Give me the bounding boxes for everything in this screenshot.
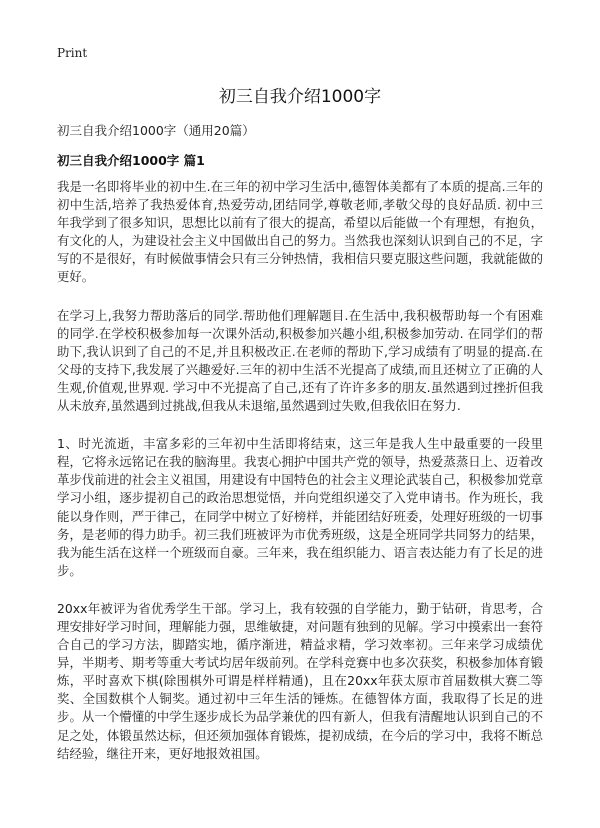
print-link[interactable]: Print: [57, 46, 88, 60]
document-subtitle: 初三自我介绍1000字（通用20篇）: [57, 123, 255, 138]
paragraph: 20xx年被评为省优秀学生干部。学习上，我有较强的自学能力，勤于钻研，肯思考，合理安排好学习时间，理解能力强，思维敏捷，对问题有独到的见解。学习中摸索出一套符合自己的学习方法，脚踏实地，循序渐进，精益求精，学习效率初。三年来学习成绩优异，半期考、期考等重大考试均居年级前列。在学科竞赛中也多次获奖，积极参加体育锻炼，平时喜欢下棋(除围棋外可谓是样样精通)，且在20xx年获太原市首届数棋大赛二等奖、全国数棋个人铜奖。通过初中三年生活的锤炼。在德智体方面，我取得了长足的进步。从一个懵懂的中学生逐步成长为品学兼优的四有新人，但我有清醒地认识到自己的不足之处，体锻虽然达标，但还须加强体育锻炼，提初成绩，在今后的学习中，我将不断总结经验，继往开来，更好地报效祖国。: [57, 600, 543, 761]
document-body: [57, 178, 543, 783]
paragraph: 1、时光流逝，丰富多彩的三年初中生活即将结束，这三年是我人生中最重要的一段里程，它将永远铭记在我的脑海里。我衷心拥护中国共产党的领导，热爱蒸蒸日上、迈着改革步伐前进的社会主义祖国，用建设有中国特色的社会主义理论武装自己，积极参加党章学习小组，逐步提初自己的政治思想觉悟，并向党组织递交了入党申请书。作为班长，我能以身作则，严于律己，在同学中树立了好榜样，并能团结好班委，处理好班级的一切事务，是老师的得力助手。初三我们班被评为市优秀班级，这是全班同学共同努力的结果，我为能生活在这样一个班级而自豪。三年来，我在组织能力、语言表达能力有了长足的进步。: [57, 436, 543, 578]
paragraph: 在学习上,我努力帮助落后的同学.帮助他们理解题目.在生活中,我积极帮助每一个有困难的同学.在学校积极参加每一次课外活动,积极参加兴趣小组,积极参加劳动. 在同学们的帮助下,我认识到了自己的不足,并且积极改正.在老师的帮助下,学习成绩有了明显的提高.在父母的支持下,我发展了兴趣爱好.三年的初中生活不光提高了成绩,而且还树立了正确的人生观,价值观,世界观. 学习中不光提高了自己,还有了许许多多的朋友.虽然遇到过挫折但我从未放弃,虽然遇到过挑战,但我从未退缩,虽然遇到过失败,但我依旧在努力.: [57, 307, 543, 414]
document-title: 初三自我介绍1000字: [218, 87, 382, 107]
paragraph: 我是一名即将毕业的初中生.在三年的初中学习生活中,德智体美都有了本质的提高.三年的初中生活,培养了我热爱体育,热爱劳动,团结同学,尊敬老师,孝敬父母的良好品质. 初中三年我学到了很多知识，思想比以前有了很大的提高，希望以后能做一个有理想，有抱负，有文化的人，为建设社会主义中国做出自己的努力。当然我也深刻认识到自己的不足，字写的不是很好，有时候做事情会只有三分钟热情，我相信只要克服这些问题，我就能做的更好。: [57, 179, 543, 285]
section-heading: 初三自我介绍1000字 篇1: [57, 153, 205, 168]
